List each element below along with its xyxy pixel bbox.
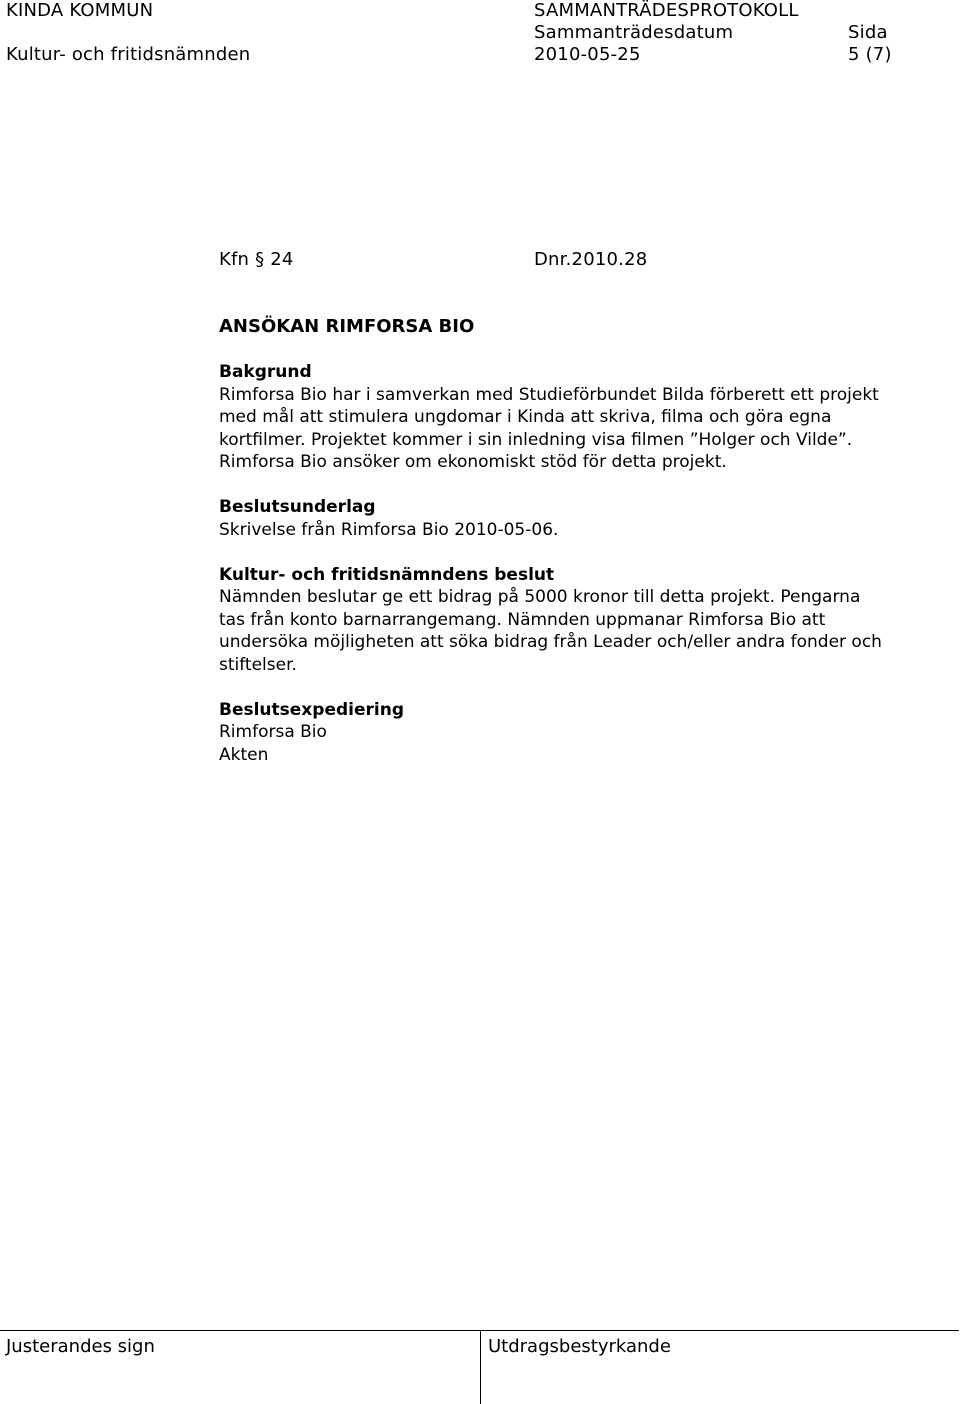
beslut-heading: Kultur- och fritidsnämndens beslut: [219, 564, 555, 585]
bakgrund-line: kortfilmer. Projektet kommer i sin inledning visa filmen ”Holger och Vilde”.: [219, 429, 853, 450]
expediering-recipient: Rimforsa Bio: [219, 722, 327, 742]
committee-name: Kultur- och fritidsnämnden: [6, 44, 251, 65]
bakgrund-line: med mål att stimulera ungdomar i Kinda att skriva, filma och göra egna: [219, 407, 832, 427]
meeting-date: 2010-05-25: [534, 44, 641, 65]
expediering-heading: Beslutsexpediering: [219, 699, 404, 720]
beslutsunderlag-heading: Beslutsunderlag: [219, 497, 376, 517]
meeting-date-label: Sammanträdesdatum: [534, 22, 734, 43]
beslut-line: stiftelser.: [219, 654, 297, 675]
extract-certification-label: Utdragsbestyrkande: [488, 1336, 671, 1357]
signature-divider: [480, 1331, 481, 1404]
bakgrund-heading: Bakgrund: [219, 362, 312, 382]
item-title: ANSÖKAN RIMFORSA BIO: [219, 316, 475, 337]
expediering-recipient: Akten: [219, 744, 269, 765]
bakgrund-line: Rimforsa Bio ansöker om ekonomiskt stöd för detta projekt.: [219, 452, 727, 472]
diary-number: Dnr.2010.28: [534, 249, 648, 270]
signature-box: [0, 1330, 959, 1404]
beslut-line: Nämnden beslutar ge ett bidrag på 5000 kronor till detta projekt. Pengarna: [219, 587, 861, 607]
bakgrund-line: Rimforsa Bio har i samverkan med Studieförbundet Bilda förberett ett projekt: [219, 384, 879, 405]
adjuster-signature-label: Justerandes sign: [6, 1336, 155, 1357]
page-label: Sida: [848, 22, 888, 43]
beslut-line: undersöka möjligheten att söka bidrag från Leader och/eller andra fonder och: [219, 632, 882, 652]
org-name: KINDA KOMMUN: [6, 0, 154, 21]
beslut-line: tas från konto barnarrangemang. Nämnden uppmanar Rimforsa Bio att: [219, 609, 826, 630]
beslutsunderlag-text: Skrivelse från Rimforsa Bio 2010-05-06.: [219, 519, 559, 540]
minutes-body: [219, 361, 949, 766]
section-number: Kfn § 24: [219, 249, 294, 270]
page-number: 5 (7): [848, 44, 892, 65]
document-type: SAMMANTRÄDESPROTOKOLL: [534, 0, 799, 21]
